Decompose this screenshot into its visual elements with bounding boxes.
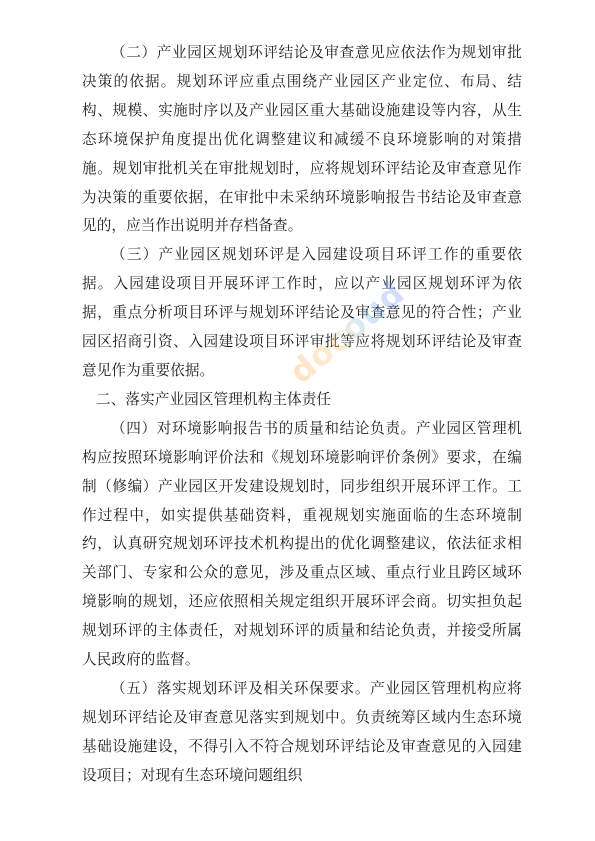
paragraph-section-2: （二）产业园区规划环评结论及审查意见应依法作为规划审批决策的依据。规划环评应重点围绕产业园区产业定位、布局、结构、规模、实施时序以及产业园区重大基础设施建设等内容，从生态环境保护角度提出优化调整建议和减缓不良环境影响的对策措施。规划审批机关在审批规划时，应将规划环评结论及审查意见作为决策的重要依据，在审批中未采纳环境影响报告书结论及审查意见的，应当作出说明并存档备查。	[82, 44, 522, 235]
paragraph-section-4: （四）对环境影响报告书的质量和结论负责。产业园区管理机构应按照环境影响评价法和《规划环境影响评价条例》要求，在编制（修编）产业园区开发建设规划时，同步组织开展环评工作。工作过程中，如实提供基础资料，重视规划实施面临的生态环境制约，认真研究规划环评技术机构提出的优化调整建议，依法征求相关部门、专家和公众的意见，涉及重点区域、重点行业且跨区域环境影响的规划，还应依照相关规定组织开展环评会商。切实担负起规划环评的主体责任，对规划环评的质量和结论负责，并接受所属人民政府的监督。	[82, 419, 522, 669]
document-body	[82, 39, 522, 791]
watermark-logo: docoud	[282, 273, 412, 392]
paragraph-section-3: （三）产业园区规划环评是入园建设项目环评工作的重要依据。入园建设项目开展环评工作时，应以产业园区规划环评为依据，重点分析项目环评与规划环评结论及审查意见的符合性；产业园区招商引资、入园建设项目环评审批等应将规划环评结论及审查意见作为重要依据。	[82, 246, 522, 379]
heading-part-2: 二、落实产业园区管理机构主体责任	[96, 390, 332, 408]
paragraph-section-5: （五）落实规划环评及相关环保要求。产业园区管理机构应将规划环评结论及审查意见落实到规划中。负责统筹区域内生态环境基础设施建设，不得引入不符合规划环评结论及审查意见的入园建设项目；对现有生态环境问题组织	[82, 679, 522, 784]
